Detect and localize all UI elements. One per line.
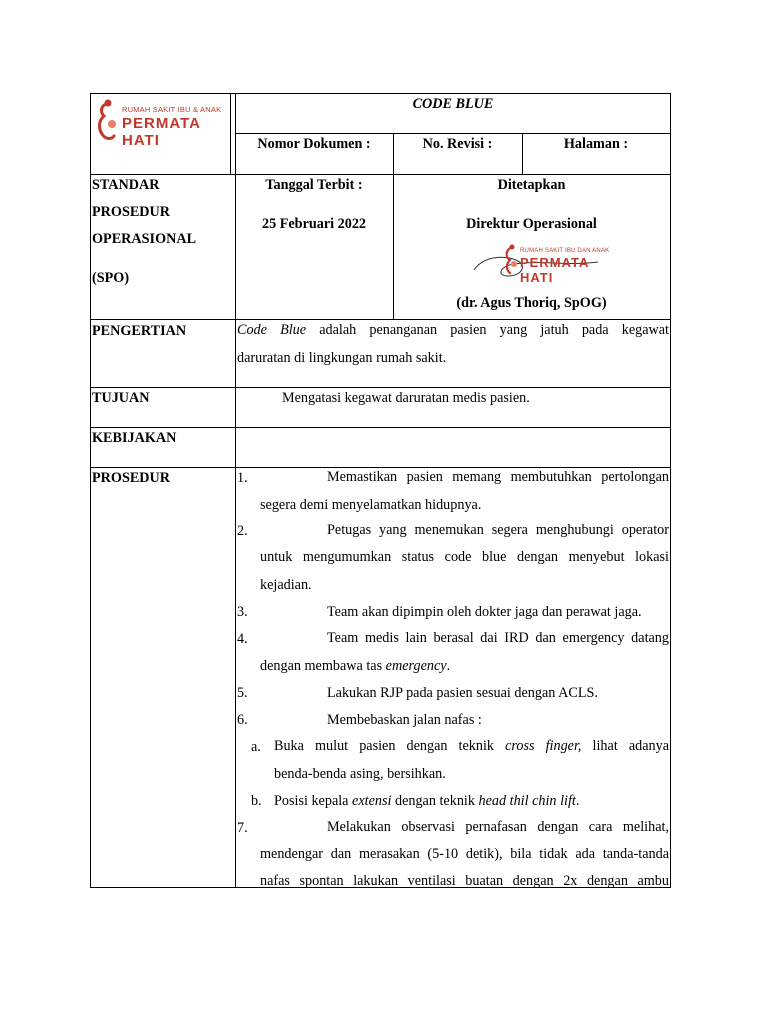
prosedur-item-4-line2-prefix: dengan membawa tas bbox=[260, 658, 386, 674]
table-border-top bbox=[90, 93, 671, 94]
prosedur-item-1-first: Memastikan pasien memang membutuhkan pertolongan bbox=[327, 469, 669, 485]
prosedur-item-6-first: Membebaskan jalan nafas : bbox=[327, 712, 482, 728]
signatory-name: (dr. Agus Thoriq, SpOG) bbox=[456, 295, 607, 311]
prosedur-item-2-num: 2. bbox=[237, 523, 248, 539]
pengertian-row-bottom bbox=[90, 387, 671, 388]
prosedur-item-3-first: Team akan dipimpin oleh dokter jaga dan perawat jaga. bbox=[327, 604, 642, 620]
prosedur-item-2-line3: kejadian. bbox=[260, 577, 312, 593]
pengertian-line1-text: adalah penanganan pasien yang jatuh pada kegawat bbox=[319, 322, 670, 338]
tujuan-text: Mengatasi kegawat daruratan medis pasien. bbox=[282, 390, 530, 406]
logo-main-text: PERMATA HATI bbox=[122, 115, 201, 149]
logo-top-text: RUMAH SAKIT IBU & ANAK bbox=[122, 105, 222, 114]
prosedur-sub-b-italic1: extensi bbox=[352, 793, 392, 809]
prosedur-item-4-num: 4. bbox=[237, 631, 248, 647]
title-row-bottom bbox=[235, 133, 671, 134]
prosedur-item-5-num: 5. bbox=[237, 685, 248, 701]
tujuan-label: TUJUAN bbox=[92, 390, 150, 406]
prosedur-sub-a-line2: benda-benda asing, bersihkan. bbox=[274, 766, 446, 782]
prosedur-item-2-first: Petugas yang menemukan segera menghubungi operator bbox=[327, 522, 669, 538]
prosedur-sub-b-prefix: Posisi kepala bbox=[274, 793, 353, 809]
pengertian-term: Code Blue bbox=[237, 322, 307, 338]
pengertian-line1 bbox=[237, 317, 669, 344]
prosedur-sub-b-suffix: . bbox=[575, 793, 580, 809]
stamp-main-text: PERMATA HATI bbox=[520, 255, 589, 285]
prosedur-item-3-num: 3. bbox=[237, 604, 248, 620]
prosedur-sub-a-line1 bbox=[274, 733, 669, 760]
prosedur-sub-b-italic2: head thil chin lift bbox=[478, 793, 576, 809]
prosedur-sub-a-suffix: lihat adanya bbox=[581, 738, 670, 754]
signature-stamp bbox=[470, 240, 610, 284]
nomor-dokumen-label: Nomor Dokumen : bbox=[257, 136, 371, 152]
no-revisi-label: No. Revisi : bbox=[422, 136, 493, 152]
prosedur-item-5-first: Lakukan RJP pada pasien sesuai dengan ACLS. bbox=[327, 685, 598, 701]
prosedur-sub-b-line bbox=[274, 792, 579, 810]
prosedur-item-6-num: 6. bbox=[237, 712, 248, 728]
document-title: CODE BLUE bbox=[412, 96, 494, 112]
prosedur-item-7-first: Melakukan observasi pernafasan dengan cara melihat, bbox=[327, 819, 669, 835]
stamp-top-text: RUMAH SAKIT IBU DAN ANAK bbox=[520, 248, 610, 254]
direktur-label: Direktur Operasional bbox=[466, 216, 597, 232]
prosedur-sub-a-prefix: Buka mulut pasien dengan teknik bbox=[274, 738, 506, 754]
tanggal-terbit-value: 25 Februari 2022 bbox=[261, 216, 367, 232]
prosedur-item-1-num: 1. bbox=[237, 470, 248, 486]
prosedur-item-7-num: 7. bbox=[237, 820, 248, 836]
table-border-right bbox=[670, 93, 671, 888]
label-column-divider bbox=[235, 93, 236, 888]
prosedur-sub-a-letter: a. bbox=[251, 739, 261, 755]
halaman-label: Halaman : bbox=[563, 136, 629, 152]
prosedur-label: PROSEDUR bbox=[92, 470, 171, 486]
prosedur-item-4-line2-suffix: . bbox=[446, 658, 451, 674]
logo-cell-edge bbox=[230, 93, 231, 174]
spo-label-line2: PROSEDUR bbox=[92, 204, 171, 220]
prosedur-item-4-line2 bbox=[260, 657, 450, 675]
prosedur-item-4-line2-italic: emergency bbox=[385, 658, 447, 674]
prosedur-item-4-first: Team medis lain berasal dai IRD dan emergency datang bbox=[327, 630, 669, 646]
tanggal-terbit-label: Tanggal Terbit : bbox=[265, 177, 363, 193]
spo-label-line1: STANDAR bbox=[92, 177, 160, 193]
pengertian-line2: daruratan di lingkungan rumah sakit. bbox=[237, 350, 447, 366]
table-border-bottom bbox=[90, 887, 671, 888]
spo-label-line4: (SPO) bbox=[92, 270, 130, 286]
prosedur-sub-a-italic: cross finger, bbox=[505, 738, 582, 754]
ditetapkan-label: Ditetapkan bbox=[497, 177, 566, 193]
hospital-logo bbox=[96, 98, 228, 148]
tujuan-row-bottom bbox=[90, 427, 671, 428]
header-row-bottom bbox=[90, 174, 671, 175]
prosedur-item-1-line2: segera demi menyelamatkan hidupnya. bbox=[260, 497, 482, 513]
logo-mother-icon bbox=[96, 98, 122, 144]
spo-label-line3: OPERASIONAL bbox=[92, 231, 197, 247]
pengertian-label: PENGERTIAN bbox=[92, 323, 187, 339]
prosedur-item-2-line2: untuk mengumumkan status code blue dengan menyebut lokasi bbox=[260, 549, 669, 565]
prosedur-sub-b-letter: b. bbox=[251, 793, 262, 809]
prosedur-item-7-line2: mendengar dan merasakan (5-10 detik), bila tidak ada tanda-tanda bbox=[260, 846, 669, 862]
prosedur-item-7-line3: nafas spontan lakukan ventilasi buatan dengan 2x dengan ambu bbox=[260, 873, 669, 887]
prosedur-sub-b-middle: dengan teknik bbox=[391, 793, 479, 809]
kebijakan-label: KEBIJAKAN bbox=[92, 430, 177, 446]
table-border-left bbox=[90, 93, 91, 888]
